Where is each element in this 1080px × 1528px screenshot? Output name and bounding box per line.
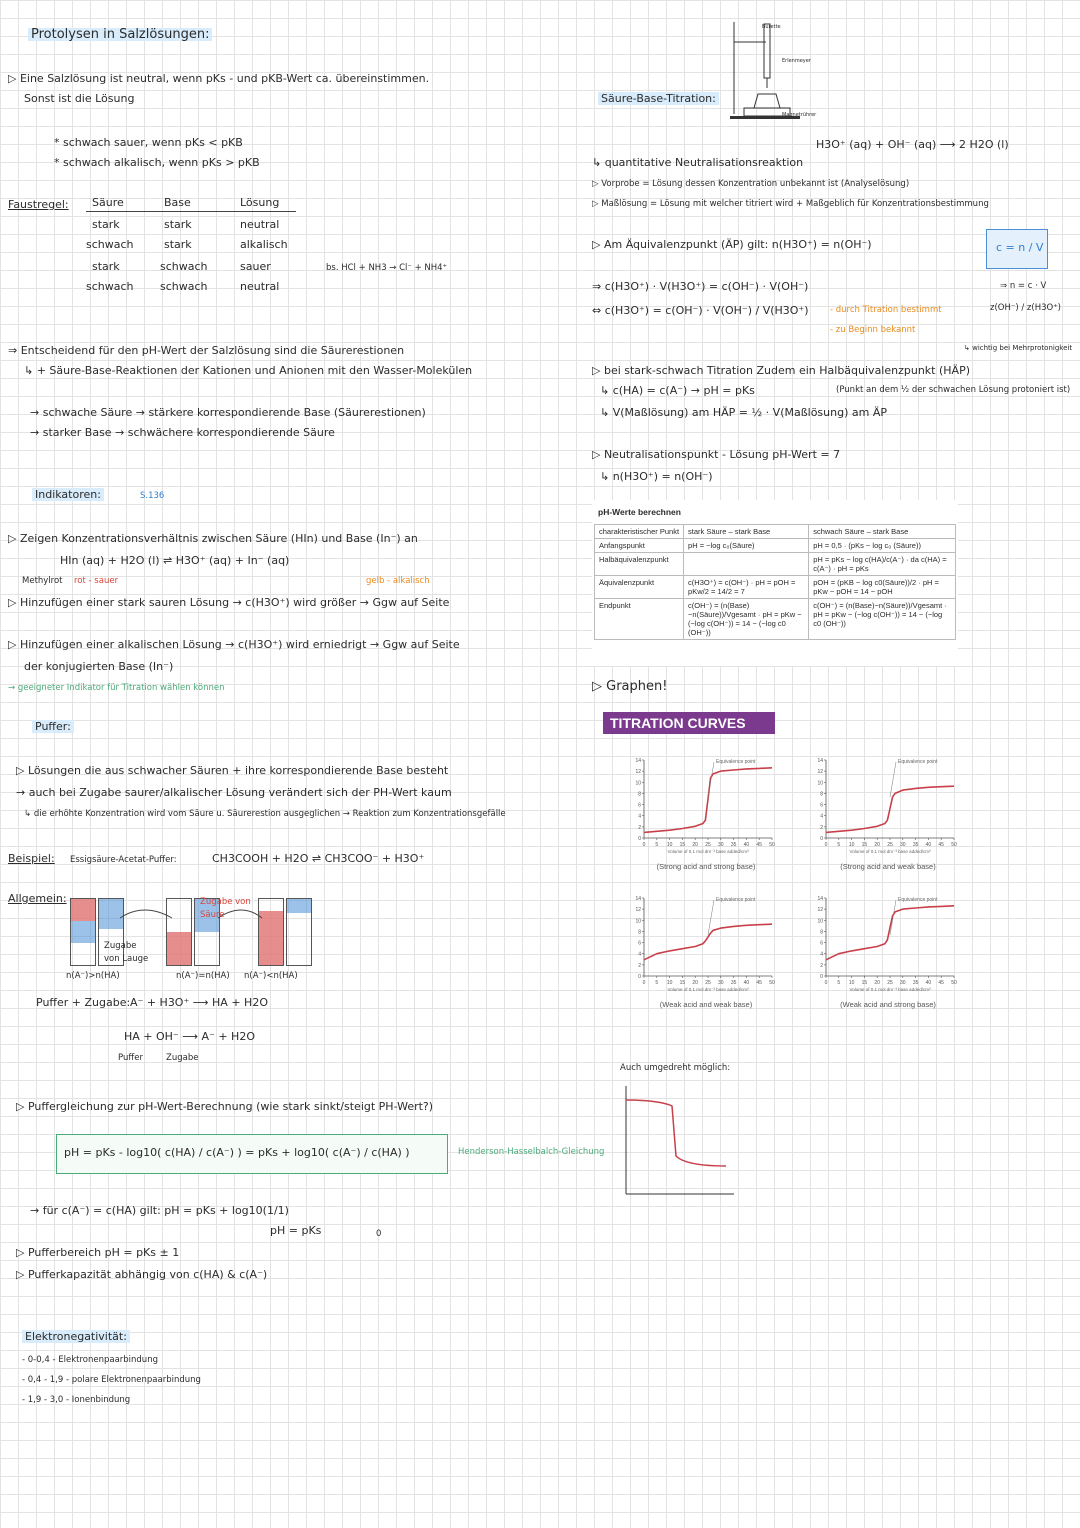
ph-row-label: Endpunkt xyxy=(595,599,684,640)
formula-box-text: c = n / V xyxy=(996,241,1044,254)
x-tick-label: 20 xyxy=(874,980,880,986)
fr-r1-c1: stark xyxy=(164,238,192,251)
x-tick-label: 15 xyxy=(679,980,686,986)
table-row xyxy=(595,539,956,553)
elektro-item-1: - 0-0,4 - Elektronenpaarbindung xyxy=(22,1355,158,1365)
indikatoren-page-ref: S.136 xyxy=(140,491,165,501)
ph-cell xyxy=(684,553,809,576)
x-tick-label: 45 xyxy=(938,980,944,986)
ph-cell: c(OH⁻) = (n(Base)−n(Säure))/Vgesamt · pH = pKw − (−log c(OH⁻)) = 14 − (−log c0 (OH⁻)) xyxy=(809,599,956,640)
x-tick-label: 25 xyxy=(705,980,711,986)
beispiel-label: Beispiel: xyxy=(8,852,55,865)
x-tick-label: 20 xyxy=(874,842,880,848)
indikatoren-equation: HIn (aq) + H2O (l) ⇌ H3O⁺ (aq) + In⁻ (aq) xyxy=(60,554,290,567)
fr-r1-c0: schwach xyxy=(86,238,134,251)
y-tick-label: 2 xyxy=(820,962,823,969)
equivalence-pointer xyxy=(708,762,714,797)
y-tick-label: 4 xyxy=(638,951,641,958)
y-tick-label: 2 xyxy=(638,962,641,969)
y-tick-label: 10 xyxy=(817,780,823,787)
titration-hp1b: (Punkt an dem ½ der schwachen Lösung protoniert ist) xyxy=(836,385,1071,395)
titration-chart-strong-strong xyxy=(630,752,780,862)
equivalence-pointer xyxy=(890,762,896,797)
ph-th-1: stark Säure – stark Base xyxy=(684,525,809,539)
cond-3: n(A⁻)<n(HA) xyxy=(244,971,298,981)
equivalence-label: Equivalence point xyxy=(898,759,938,765)
formula-arrow: ⇒ n = c · V xyxy=(1000,281,1047,291)
fr-r2-c1: schwach xyxy=(160,260,208,273)
puffer-zugabe-eq2: HA + OH⁻ ⟶ A⁻ + H2O xyxy=(124,1030,255,1043)
ph-cell: pOH = (pKB − log c0(Säure))/2 · pH = pKw − pOH = 14 − pOH xyxy=(809,576,956,599)
apparatus-label-buerette: Bürette xyxy=(762,24,781,30)
y-tick-label: 6 xyxy=(820,802,823,809)
x-axis-label: Volume of 0.1 mol dm⁻³ base added/cm³ xyxy=(667,849,749,854)
y-tick-label: 12 xyxy=(817,907,823,914)
puffer-2: → auch bei Zugabe saurer/alkalischer Lösung verändert sich der PH-Wert kaum xyxy=(16,786,452,799)
x-axis-label: Volume of 0.1 mol dm⁻³ base added/cm³ xyxy=(849,849,931,854)
table-row xyxy=(595,553,956,576)
elektro-title: Elektronegativität: xyxy=(22,1330,130,1343)
titration-curve xyxy=(826,906,954,960)
apparatus-label-erlenmeyer: Erlenmeyer xyxy=(782,58,811,64)
x-tick-label: 30 xyxy=(900,980,906,986)
x-tick-label: 30 xyxy=(900,842,906,848)
x-tick-label: 50 xyxy=(769,980,775,986)
ph-table-title: pH-Werte berechnen xyxy=(598,507,681,517)
y-tick-label: 6 xyxy=(638,940,641,947)
equivalence-label: Equivalence point xyxy=(716,897,756,903)
titration-quant: ↳ quantitative Neutralisationsreaktion xyxy=(592,156,804,169)
entscheidend-1: ⇒ Entscheidend für den pH-Wert der Salzlösung sind die Säurerestionen xyxy=(8,344,405,357)
x-tick-label: 15 xyxy=(679,842,686,848)
cond-2: n(A⁻)=n(HA) xyxy=(176,971,230,981)
titration-np: ▷ Neutralisationspunkt - Lösung pH-Wert = 7 xyxy=(592,448,841,461)
indikatoren-3: ▷ Hinzufügen einer alkalischen Lösung → c(H3O⁺) wird erniedrigt → Ggw auf Seite xyxy=(8,638,460,651)
elektro-item-2: - 0,4 - 1,9 - polare Elektronenpaarbindung xyxy=(22,1375,201,1385)
y-tick-label: 14 xyxy=(635,758,641,764)
titration-chart-strong-weak xyxy=(812,752,962,862)
x-tick-label: 45 xyxy=(756,842,762,848)
reverse-curve xyxy=(626,1100,726,1166)
pufferkapazitaet: ▷ Pufferkapazität abhängig von c(HA) & c(A⁻) xyxy=(16,1268,268,1281)
y-tick-label: 2 xyxy=(638,824,641,831)
x-tick-label: 50 xyxy=(769,842,775,848)
fuer-line: → für c(A⁻) = c(HA) gilt: pH = pKs + log10(1/1) xyxy=(30,1204,289,1217)
y-tick-label: 4 xyxy=(638,813,641,820)
chart-caption-2: (Weak acid and weak base) xyxy=(659,1000,753,1009)
y-tick-label: 8 xyxy=(638,929,641,936)
x-tick-label: 35 xyxy=(912,842,919,848)
entscheidend-4: → starker Base → schwächere korrespondierende Säure xyxy=(30,426,335,439)
x-axis-label: Volume of 0.1 mol dm⁻³ base added/cm³ xyxy=(667,987,749,992)
zugabe-saeure: Zugabe von Säure xyxy=(200,897,251,920)
ph-row-label: Halbäquivalenzpunkt xyxy=(595,553,684,576)
log-zero: 0 xyxy=(376,1229,382,1239)
ph-th-2: schwach Säure – stark Base xyxy=(809,525,956,539)
y-tick-label: 0 xyxy=(638,836,641,842)
titration-chart-weak-strong xyxy=(812,890,962,1000)
titration-hp2: ↳ c(HA) = c(A⁻) → pH = pKs xyxy=(600,384,755,397)
y-tick-label: 4 xyxy=(820,813,823,820)
fr-r3-c0: schwach xyxy=(86,280,134,293)
ph-th-0: charakteristischer Punkt xyxy=(595,525,684,539)
x-tick-label: 10 xyxy=(666,842,673,848)
equivalence-label: Equivalence point xyxy=(898,897,938,903)
henderson-name: Henderson-Hasselbalch-Gleichung xyxy=(458,1147,605,1157)
x-tick-label: 25 xyxy=(705,842,711,848)
puffer-word: Puffer xyxy=(118,1053,143,1063)
faustregel-label: Faustregel: xyxy=(8,198,69,211)
faustregel-example: bs. HCl + NH3 → Cl⁻ + NH4⁺ xyxy=(326,263,448,273)
y-tick-label: 14 xyxy=(817,896,823,902)
titration-chart-weak-weak xyxy=(630,890,780,1000)
table-row xyxy=(595,576,956,599)
ph-cell: pH = pKs − log c(HA)/c(A⁻) · da c(HA) = c(A⁻) · pH = pKs xyxy=(809,553,956,576)
x-tick-label: 20 xyxy=(692,842,698,848)
y-tick-label: 8 xyxy=(820,929,823,936)
x-tick-label: 20 xyxy=(692,980,698,986)
x-tick-label: 35 xyxy=(912,980,919,986)
titration-mass: ▷ Maßlösung = Lösung mit welcher titriert wird + Maßgeblich für Konzentrationsbestimmung xyxy=(592,199,989,209)
allgemein-label: Allgemein: xyxy=(8,892,67,905)
y-tick-label: 6 xyxy=(638,802,641,809)
fr-r2-c2: sauer xyxy=(240,260,271,273)
x-tick-label: 50 xyxy=(951,980,957,986)
x-tick-label: 40 xyxy=(743,980,750,986)
y-tick-label: 10 xyxy=(635,780,641,787)
indikatoren-rot: rot - sauer xyxy=(74,576,119,586)
indikatoren-4: → geeigneter Indikator für Titration wählen können xyxy=(8,683,225,693)
puffer-title: Puffer: xyxy=(32,720,74,733)
x-axis-label: Volume of 0.1 mol dm⁻³ base added/cm³ xyxy=(849,987,931,992)
faustregel-header-loesung: Lösung xyxy=(240,196,280,209)
indikatoren-title: Indikatoren: xyxy=(32,488,104,501)
ph-table xyxy=(594,524,956,640)
zugabe-word: Zugabe xyxy=(166,1053,199,1063)
x-tick-label: 5 xyxy=(837,842,841,848)
indikatoren-2: ▷ Hinzufügen einer stark sauren Lösung → c(H3O⁺) wird größer → Ggw auf Seite xyxy=(8,596,450,609)
x-tick-label: 40 xyxy=(925,842,932,848)
y-tick-label: 0 xyxy=(820,836,823,842)
fr-r0-c2: neutral xyxy=(240,218,280,231)
indikatoren-methylrot: Methylrot xyxy=(22,576,63,586)
intro-line-1: ▷ Eine Salzlösung ist neutral, wenn pKs - und pKB-Wert ca. übereinstimmen. xyxy=(8,72,430,85)
titration-reaction: H3O⁺ (aq) + OH⁻ (aq) ⟶ 2 H2O (l) xyxy=(816,138,1009,151)
henderson-equation: pH = pKs - log10( c(HA) / c(A⁻) ) = pKs + log10( c(A⁻) / c(HA) ) xyxy=(64,1146,410,1159)
titration-curve xyxy=(644,768,772,833)
y-tick-label: 8 xyxy=(638,791,641,798)
equivalence-label: Equivalence point xyxy=(716,759,756,765)
faustregel-header-base: Base xyxy=(164,196,191,209)
fr-r2-c0: stark xyxy=(92,260,120,273)
titration-durch: - durch Titration bestimmt xyxy=(830,305,942,315)
x-tick-label: 0 xyxy=(824,842,828,848)
x-tick-label: 40 xyxy=(925,980,932,986)
y-tick-label: 0 xyxy=(638,974,641,980)
y-tick-label: 10 xyxy=(635,918,641,925)
puffer-1: ▷ Lösungen die aus schwacher Säuren + ihre korrespondierende Base besteht xyxy=(16,764,449,777)
x-tick-label: 45 xyxy=(938,842,944,848)
equivalence-pointer xyxy=(890,900,896,935)
case-sauer: * schwach sauer, wenn pKs < pKB xyxy=(54,136,243,149)
ph-row-label: Äquivalenzpunkt xyxy=(595,576,684,599)
x-tick-label: 15 xyxy=(861,980,868,986)
x-tick-label: 30 xyxy=(718,842,724,848)
ph-cell: pH = 0,5 · (pKs − log c₀ (Säure)) xyxy=(809,539,956,553)
page-title: Protolysen in Salzlösungen: xyxy=(28,28,212,41)
y-tick-label: 0 xyxy=(820,974,823,980)
ph-cell: c(H3O⁺) = c(OH⁻) · pH = pOH = pKw/2 = 14/2 = 7 xyxy=(684,576,809,599)
titration-probe: ▷ Vorprobe = Lösung dessen Konzentration unbekannt ist (Analyselösung) xyxy=(592,179,910,189)
titration-beginn: - zu Beginn bekannt xyxy=(830,325,916,335)
ph-cell: pH = −log c₀(Säure) xyxy=(684,539,809,553)
y-tick-label: 6 xyxy=(820,940,823,947)
fuer-line-2: pH = pKs xyxy=(270,1224,322,1237)
fr-r1-c2: alkalisch xyxy=(240,238,288,251)
titration-wichtig: ↳ wichtig bei Mehrprotonigkeit xyxy=(964,344,1073,352)
titration-np2: ↳ n(H3O⁺) = n(OH⁻) xyxy=(600,470,713,483)
titration-title: Säure-Base-Titration: xyxy=(598,92,719,105)
graphen-label: ▷ Graphen! xyxy=(592,679,668,694)
puffer-zugabe-eq1: A⁻ + H3O⁺ ⟶ HA + H2O xyxy=(130,996,268,1009)
chart-caption-0: (Strong acid and strong base) xyxy=(656,862,756,871)
x-tick-label: 35 xyxy=(730,842,737,848)
y-tick-label: 10 xyxy=(817,918,823,925)
entscheidend-3: → schwache Säure → stärkere korrespondierende Base (Säurerestionen) xyxy=(30,406,426,419)
puffer-zugabe-label: Puffer + Zugabe: xyxy=(36,996,131,1009)
pufferbereich: ▷ Pufferbereich pH = pKs ± 1 xyxy=(16,1246,180,1259)
titration-right-frac: z(OH⁻) / z(H3O⁺) xyxy=(990,303,1062,313)
indikatoren-gelb: gelb - alkalisch xyxy=(366,576,430,586)
titration-hp1: ▷ bei stark-schwach Titration Zudem ein Halbäquivalenzpunkt (HÄP) xyxy=(592,364,970,377)
chart-caption-1: (Strong acid and weak base) xyxy=(840,862,936,871)
ph-row-label: Anfangspunkt xyxy=(595,539,684,553)
titration-eq2: ⇔ c(H3O⁺) = c(OH⁻) · V(OH⁻) / V(H3O⁺) xyxy=(592,304,809,317)
y-tick-label: 4 xyxy=(820,951,823,958)
y-tick-label: 12 xyxy=(635,907,641,914)
apparatus-label-ruehrer: Magnetrührer xyxy=(782,112,817,118)
puffergleichung-line: ▷ Puffergleichung zur pH-Wert-Berechnung (wie stark sinkt/steigt PH-Wert?) xyxy=(16,1100,434,1113)
x-tick-label: 0 xyxy=(824,980,828,986)
fr-r3-c1: schwach xyxy=(160,280,208,293)
y-tick-label: 2 xyxy=(820,824,823,831)
indikatoren-3b: der konjugierten Base (In⁻) xyxy=(24,660,174,673)
fr-r3-c2: neutral xyxy=(240,280,280,293)
chart-caption-3: (Weak acid and strong base) xyxy=(840,1000,936,1009)
x-tick-label: 0 xyxy=(642,842,646,848)
x-tick-label: 0 xyxy=(642,980,646,986)
faustregel-divider xyxy=(86,211,296,212)
indikatoren-1: ▷ Zeigen Konzentrationsverhältnis zwischen Säure (HIn) und Base (In⁻) an xyxy=(8,532,418,545)
cond-1: n(A⁻)>n(HA) xyxy=(66,971,120,981)
x-tick-label: 5 xyxy=(655,980,659,986)
titration-apparatus xyxy=(730,22,810,122)
reverse-label: Auch umgedreht möglich: xyxy=(620,1063,731,1073)
y-tick-label: 8 xyxy=(820,791,823,798)
x-tick-label: 5 xyxy=(655,842,659,848)
x-tick-label: 25 xyxy=(887,842,893,848)
x-tick-label: 10 xyxy=(848,842,855,848)
x-tick-label: 10 xyxy=(848,980,855,986)
beispiel-name: Essigsäure-Acetat-Puffer: xyxy=(70,855,177,865)
case-alkalisch: * schwach alkalisch, wenn pKs > pKB xyxy=(54,156,260,169)
ph-cell: c(OH⁻) = (n(Base)−n(Säure))/Vgesamt · pH = pKw − (−log c(OH⁻)) = 14 − (−log c0 (OH⁻)) xyxy=(684,599,809,640)
titration-curves-banner: TITRATION CURVES xyxy=(603,712,775,734)
titration-eq1: ⇒ c(H3O⁺) · V(H3O⁺) = c(OH⁻) · V(OH⁻) xyxy=(592,280,809,293)
fr-r0-c1: stark xyxy=(164,218,192,231)
x-tick-label: 30 xyxy=(718,980,724,986)
y-tick-label: 12 xyxy=(635,769,641,776)
ph-table-header xyxy=(595,525,956,539)
zugabe-lauge: Zugabe von Lauge xyxy=(104,941,149,964)
titration-hp3: ↳ V(Maßlösung) am HÄP = ½ · V(Maßlösung) am ÄP xyxy=(600,406,887,419)
beispiel-equation: CH3COOH + H2O ⇌ CH3COO⁻ + H3O⁺ xyxy=(212,852,425,865)
x-tick-label: 35 xyxy=(730,980,737,986)
titration-curve xyxy=(644,924,772,960)
table-row xyxy=(595,599,956,640)
fr-r0-c0: stark xyxy=(92,218,120,231)
titration-aeq: ▷ Am Äquivalenzpunkt (ÄP) gilt: n(H3O⁺) = n(OH⁻) xyxy=(592,238,872,251)
elektro-item-3: - 1,9 - 3,0 - Ionenbindung xyxy=(22,1395,131,1405)
entscheidend-2: ↳ + Säure-Base-Reaktionen der Kationen und Anionen mit den Wasser-Molekülen xyxy=(24,364,473,377)
x-tick-label: 45 xyxy=(756,980,762,986)
intro-line-2: Sonst ist die Lösung xyxy=(24,92,135,105)
y-tick-label: 14 xyxy=(635,896,641,902)
y-tick-label: 14 xyxy=(817,758,823,764)
puffer-3: ↳ die erhöhte Konzentration wird vom Säure u. Säurerestion ausgeglichen → Reaktion zum Konzentrationsgefälle xyxy=(24,809,506,819)
x-tick-label: 40 xyxy=(743,842,750,848)
x-tick-label: 50 xyxy=(951,842,957,848)
titration-curve xyxy=(826,786,954,832)
y-tick-label: 12 xyxy=(817,769,823,776)
faustregel-header-saeure: Säure xyxy=(92,196,124,209)
x-tick-label: 10 xyxy=(666,980,673,986)
reverse-curve-sketch xyxy=(616,1086,766,1196)
x-tick-label: 15 xyxy=(861,842,868,848)
x-tick-label: 25 xyxy=(887,980,893,986)
x-tick-label: 5 xyxy=(837,980,841,986)
